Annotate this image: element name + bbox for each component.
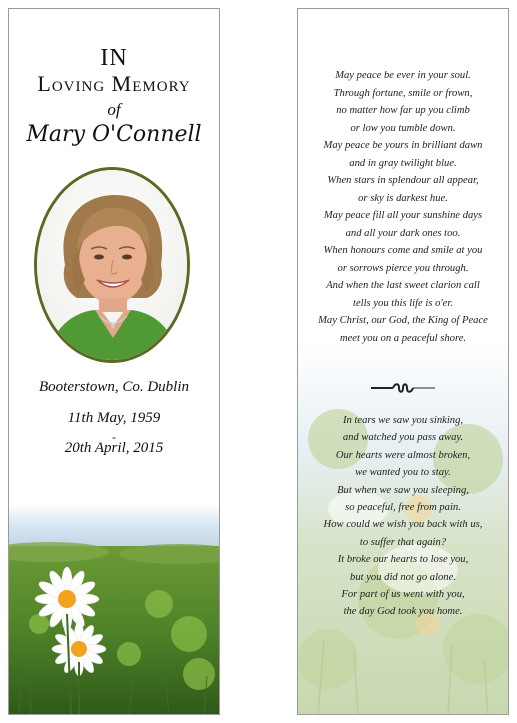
poem-line: the day God took you home. (343, 606, 463, 618)
poem-line: When stars in splendour all appear, (327, 175, 479, 186)
location: Booterstown, Co. Dublin (38, 379, 189, 395)
poem-line: or low you tumble down. (350, 122, 456, 134)
poem-line: but you did not go alone. (350, 571, 456, 583)
poem-line: May peace be ever in your soul. (335, 70, 471, 81)
poem-line: and watched you pass away. (342, 432, 464, 444)
poem-line: It broke our hearts to lose you, (337, 554, 469, 566)
poem-line: or sky is darkest hue. (358, 192, 448, 204)
poem-line: and all your dark ones too. (345, 227, 461, 239)
poem-line: When honours come and smile at you (323, 245, 483, 256)
poem-line: and in gray twilight blue. (349, 157, 457, 169)
portrait-photo (34, 167, 190, 363)
poem-line: so peaceful, free from pain. (345, 501, 461, 513)
memorial-card-front (8, 8, 220, 715)
heading-of: of (107, 100, 121, 119)
poem-line: tells you this life is o'er. (353, 297, 453, 309)
memorial-card-back (297, 8, 509, 715)
poem-line: to suffer that again? (359, 536, 447, 548)
poem-line: But when we saw you sleeping, (337, 484, 469, 496)
birth-date: 11th May, 1959 (67, 410, 161, 426)
poem-line: no matter how far up you climb (336, 105, 470, 116)
poem-line: or sorrows pierce you through. (337, 262, 469, 274)
heading-in: IN (100, 45, 128, 71)
heading-loving-memory: Loving Memory (37, 71, 191, 96)
poem-line: we wanted you to stay. (355, 467, 451, 479)
poem-line: May Christ, our God, the King of Peace (318, 315, 488, 326)
poem-line: And when the last sweet clarion call (326, 280, 480, 291)
poem-line: Our hearts were almost broken, (335, 449, 471, 461)
death-date: 20th April, 2015 (64, 440, 164, 456)
poem-line: May peace be yours in brilliant dawn (323, 140, 483, 151)
poem-line: meet you on a peaceful shore. (339, 332, 467, 344)
scroll-ornament-icon (371, 381, 435, 395)
poem-line: How could we wish you back with us, (323, 519, 483, 531)
poem-line: In tears we saw you sinking, (342, 415, 464, 426)
meadow-daisies-image (9, 504, 219, 714)
poem-two (298, 412, 508, 621)
poem-one (298, 67, 508, 347)
woman-portrait-icon (37, 170, 187, 360)
poem-line: Through fortune, smile or frown, (333, 87, 473, 99)
deceased-name: Mary O'Connell (26, 122, 202, 147)
poem-line: May peace fill all your sunshine days (323, 210, 483, 221)
date-separator: - (112, 430, 116, 444)
poem-line: For part of us went with you, (341, 588, 465, 600)
